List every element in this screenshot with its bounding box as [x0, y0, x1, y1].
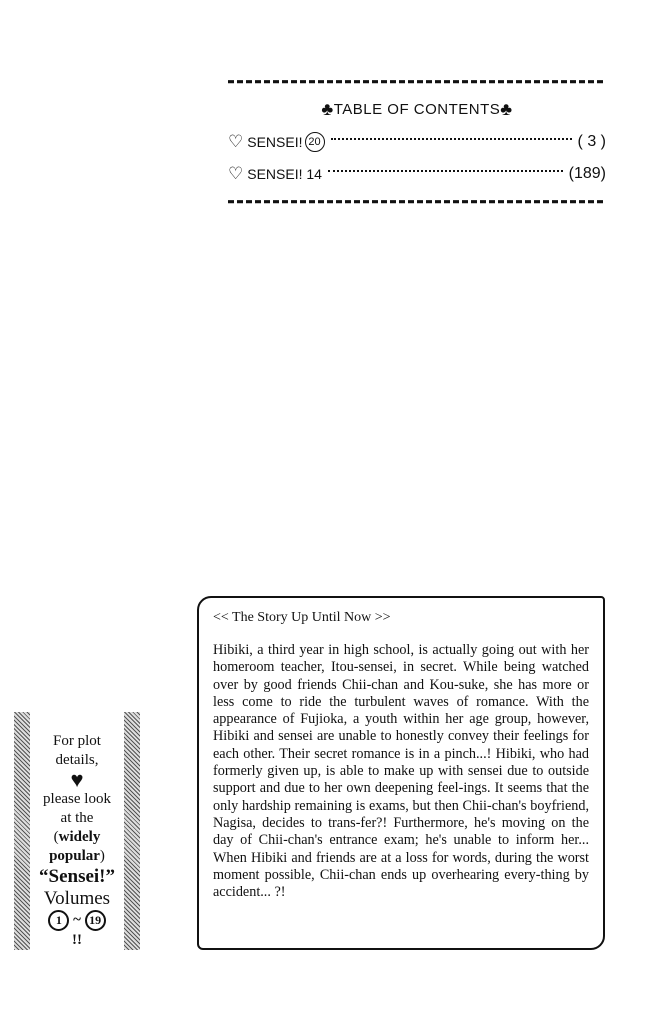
- toc-entry[interactable]: [228, 132, 606, 152]
- toc-entry-label: SENSEI!: [247, 134, 303, 150]
- club-icon: ♣: [500, 99, 513, 119]
- toc-entry-page: ( 3 ): [577, 133, 606, 150]
- side-note-line: popular): [49, 848, 105, 864]
- side-note-line: For plot: [53, 733, 101, 749]
- screentone-bar: [14, 712, 30, 950]
- toc-title-text: TABLE OF CONTENTS: [333, 101, 501, 118]
- toc-entry[interactable]: [228, 164, 606, 184]
- exclamation: !!: [72, 932, 82, 948]
- story-body: Hibiki, a third year in high school, is actually going out with her homeroom teacher, Itou-sensei, in secret. While being watched over by good friends Chii-chan and Kou-suke, she has more or less come to ride the turbulent waves of romance. With the appearance of Fujioka, a youth within her age group, however, Hibiki and sensei are unable to honestly convey their feelings for each other. Their secret romance is in a pinch...! Hibiki, who had formerly given up, is able to make up with sensei due to outside support and due to her own deepening feel-ings. It seems that the only hardship remaining is exams, but then Chii-chan's boyfriend, Nagisa, decides to trans-fer?! Furthermore, he's moving on the day of Chii-chan's entrance exam; he's unable to inform her... When Hibiki and friends are at a loss for words, during the worst moment possible, Chii-chan ends up overhearing every-thing by accident... ?!: [213, 642, 589, 901]
- side-note-line: please look: [43, 791, 111, 807]
- top-wavy-rule: [228, 78, 606, 85]
- toc-title: [228, 99, 606, 120]
- table-of-contents: [228, 78, 606, 205]
- leader-dots: [331, 138, 572, 140]
- toc-entry-page: (189): [568, 165, 606, 182]
- heart-outline-icon: ♡: [228, 164, 244, 183]
- circled-number: 20: [305, 132, 325, 152]
- screentone-bar: [124, 712, 140, 950]
- story-heading: << The Story Up Until Now >>: [213, 610, 391, 625]
- series-title: “Sensei!”: [39, 866, 115, 887]
- side-note-line: (widely: [53, 829, 101, 845]
- circled-number: 1: [48, 910, 69, 931]
- side-note-panel: [14, 712, 140, 950]
- volumes-label: Volumes: [43, 888, 111, 909]
- story-summary-box: [197, 596, 605, 950]
- bottom-wavy-rule: [228, 198, 606, 205]
- leader-dots: [328, 170, 563, 172]
- heart-outline-icon: ♡: [228, 132, 244, 151]
- volume-range: 1 ~ 19: [30, 910, 124, 931]
- side-note-text: [30, 732, 124, 950]
- circled-number: 19: [85, 910, 106, 931]
- side-note-line: at the: [60, 810, 94, 826]
- club-icon: ♣: [321, 99, 334, 119]
- heart-filled-icon: ♥: [70, 767, 84, 792]
- side-note-line: details,: [55, 752, 99, 768]
- toc-entry-label: SENSEI! 14: [247, 166, 322, 182]
